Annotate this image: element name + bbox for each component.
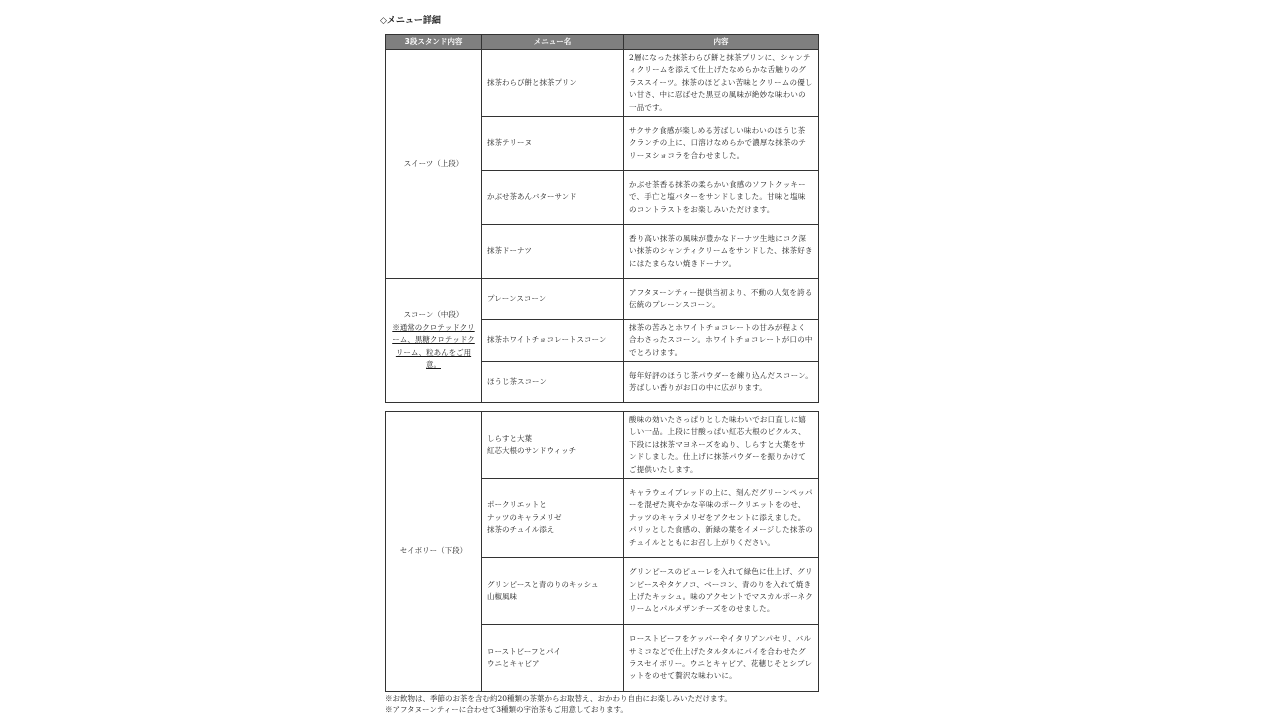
menu-name: ローストビーフとパイ ウニとキャビア — [482, 625, 624, 692]
table-row — [386, 412, 819, 479]
menu-description: グリンピースのピューレを入れて緑色に仕上げ、グリンピースやタケノコ、ベーコン、青のりを入れて焼き上げたキッシュ。味のアクセントでマスカルポーネクリームとパルメザンチーズをのせました。 — [624, 558, 819, 625]
menu-description: 2層になった抹茶わらび餅と抹茶プリンに、シャンティクリームを添えて仕上げたなめらかな舌触りのグラススイーツ。抹茶のほどよい苦味とクリームの優しい甘さ、中に忍ばせた黒豆の風味が絶妙な味わいの一品です。 — [624, 50, 819, 117]
footnote: ※お飲物は、季節のお茶を含む約20種類の茶葉からお取替え、おかわり自由にお楽しみいただけます。 — [385, 694, 732, 703]
category-label: セイボリー（下段） — [399, 546, 468, 556]
menu-description: アフタヌーンティー提供当初より、不動の人気を誇る伝統のプレーンスコーン。 — [624, 279, 819, 320]
table-row — [386, 279, 819, 320]
category-label: スイーツ（上段） — [403, 158, 464, 168]
menu-description: 香り高い抹茶の風味が豊かなドーナツ生地にコク深い抹茶のシャンティクリームをサンドした、抹茶好きにはたまらない焼きドーナツ。 — [624, 225, 819, 279]
menu-description: 酸味の効いたさっぱりとした味わいでお口直しに嬉しい一品。上段に甘酸っぱい紅芯大根のピクルス、下段には抹茶マヨネーズをぬり、しらすと大葉をサンドしました。仕上げに抹茶パウダーを振りかけてご提供いたします。 — [624, 412, 819, 479]
menu-name: 抹茶ドーナツ — [482, 225, 624, 279]
table-header-row — [386, 35, 819, 50]
menu-name: プレーンスコーン — [482, 279, 624, 320]
menu-name: ポークリエットと ナッツのキャラメリゼ 抹茶のチュイル添え — [482, 479, 624, 558]
menu-document — [380, 14, 820, 715]
menu-table-savory — [385, 411, 819, 692]
column-header-stand: 3段スタンド内容 — [386, 35, 482, 50]
menu-description: 毎年好評のほうじ茶パウダーを練り込んだスコーン。芳ばしい香りがお口の中に広がります。 — [624, 362, 819, 403]
menu-name: 抹茶テリーヌ — [482, 117, 624, 171]
menu-description: サクサク食感が楽しめる芳ばしい味わいのほうじ茶クランチの上に、口溶けなめらかで濃厚な抹茶のテリーヌショコラを合わせました。 — [624, 117, 819, 171]
menu-name: かぶせ茶あんバターサンド — [482, 171, 624, 225]
category-note: ※通常のクロテッドクリーム、黒糖クロテッドクリーム、粒あんをご用意。 — [392, 322, 475, 370]
menu-table-upper — [385, 34, 819, 403]
category-savory — [386, 412, 482, 692]
menu-description: キャラウェイブレッドの上に、刻んだグリーンペッパーを混ぜた爽やかな辛味のポークリエットをのせ、ナッツのキャラメリゼをアクセントに添えました。パリッとした食感の、新緑の葉をイメージした抹茶のチュイルとともにお召し上がりください。 — [624, 479, 819, 558]
page-title: ◇メニュー詳細 — [380, 16, 441, 26]
category-sweets — [386, 50, 482, 279]
column-header-menu-name: メニュー名 — [482, 35, 624, 50]
category-scones — [386, 279, 482, 403]
column-header-content: 内容 — [624, 35, 819, 50]
menu-name: 抹茶わらび餅と抹茶プリン — [482, 50, 624, 117]
menu-name: グリンピースと青のりのキッシュ 山椒風味 — [482, 558, 624, 625]
category-label: スコーン（中段） — [403, 310, 464, 320]
menu-name: 抹茶ホワイトチョコレートスコーン — [482, 320, 624, 362]
menu-name: しらすと大葉 紅芯大根のサンドウィッチ — [482, 412, 624, 479]
table-row — [386, 50, 819, 117]
menu-description: ローストビーフをケッパーやイタリアンパセリ、バルサミコなどで仕上げたタルタルにパイを合わせたグラスセイボリー。ウニとキャビア、花穂じそとシブレットをのせて贅沢な味わいに。 — [624, 625, 819, 692]
menu-description: 抹茶の苦みとホワイトチョコレートの甘みが程よく合わさったスコーン。ホワイトチョコレートが口の中でとろけます。 — [624, 320, 819, 362]
footnotes — [385, 693, 820, 715]
footnote: ※アフタヌーンティーに合わせて3種類の宇治茶もご用意しております。 — [385, 705, 628, 714]
table-gap — [380, 403, 820, 411]
menu-description: かぶせ茶香る抹茶の柔らかい食感のソフトクッキーで、手亡と塩バターをサンドしました。甘味と塩味のコントラストをお楽しみいただけます。 — [624, 171, 819, 225]
menu-name: ほうじ茶スコーン — [482, 362, 624, 403]
